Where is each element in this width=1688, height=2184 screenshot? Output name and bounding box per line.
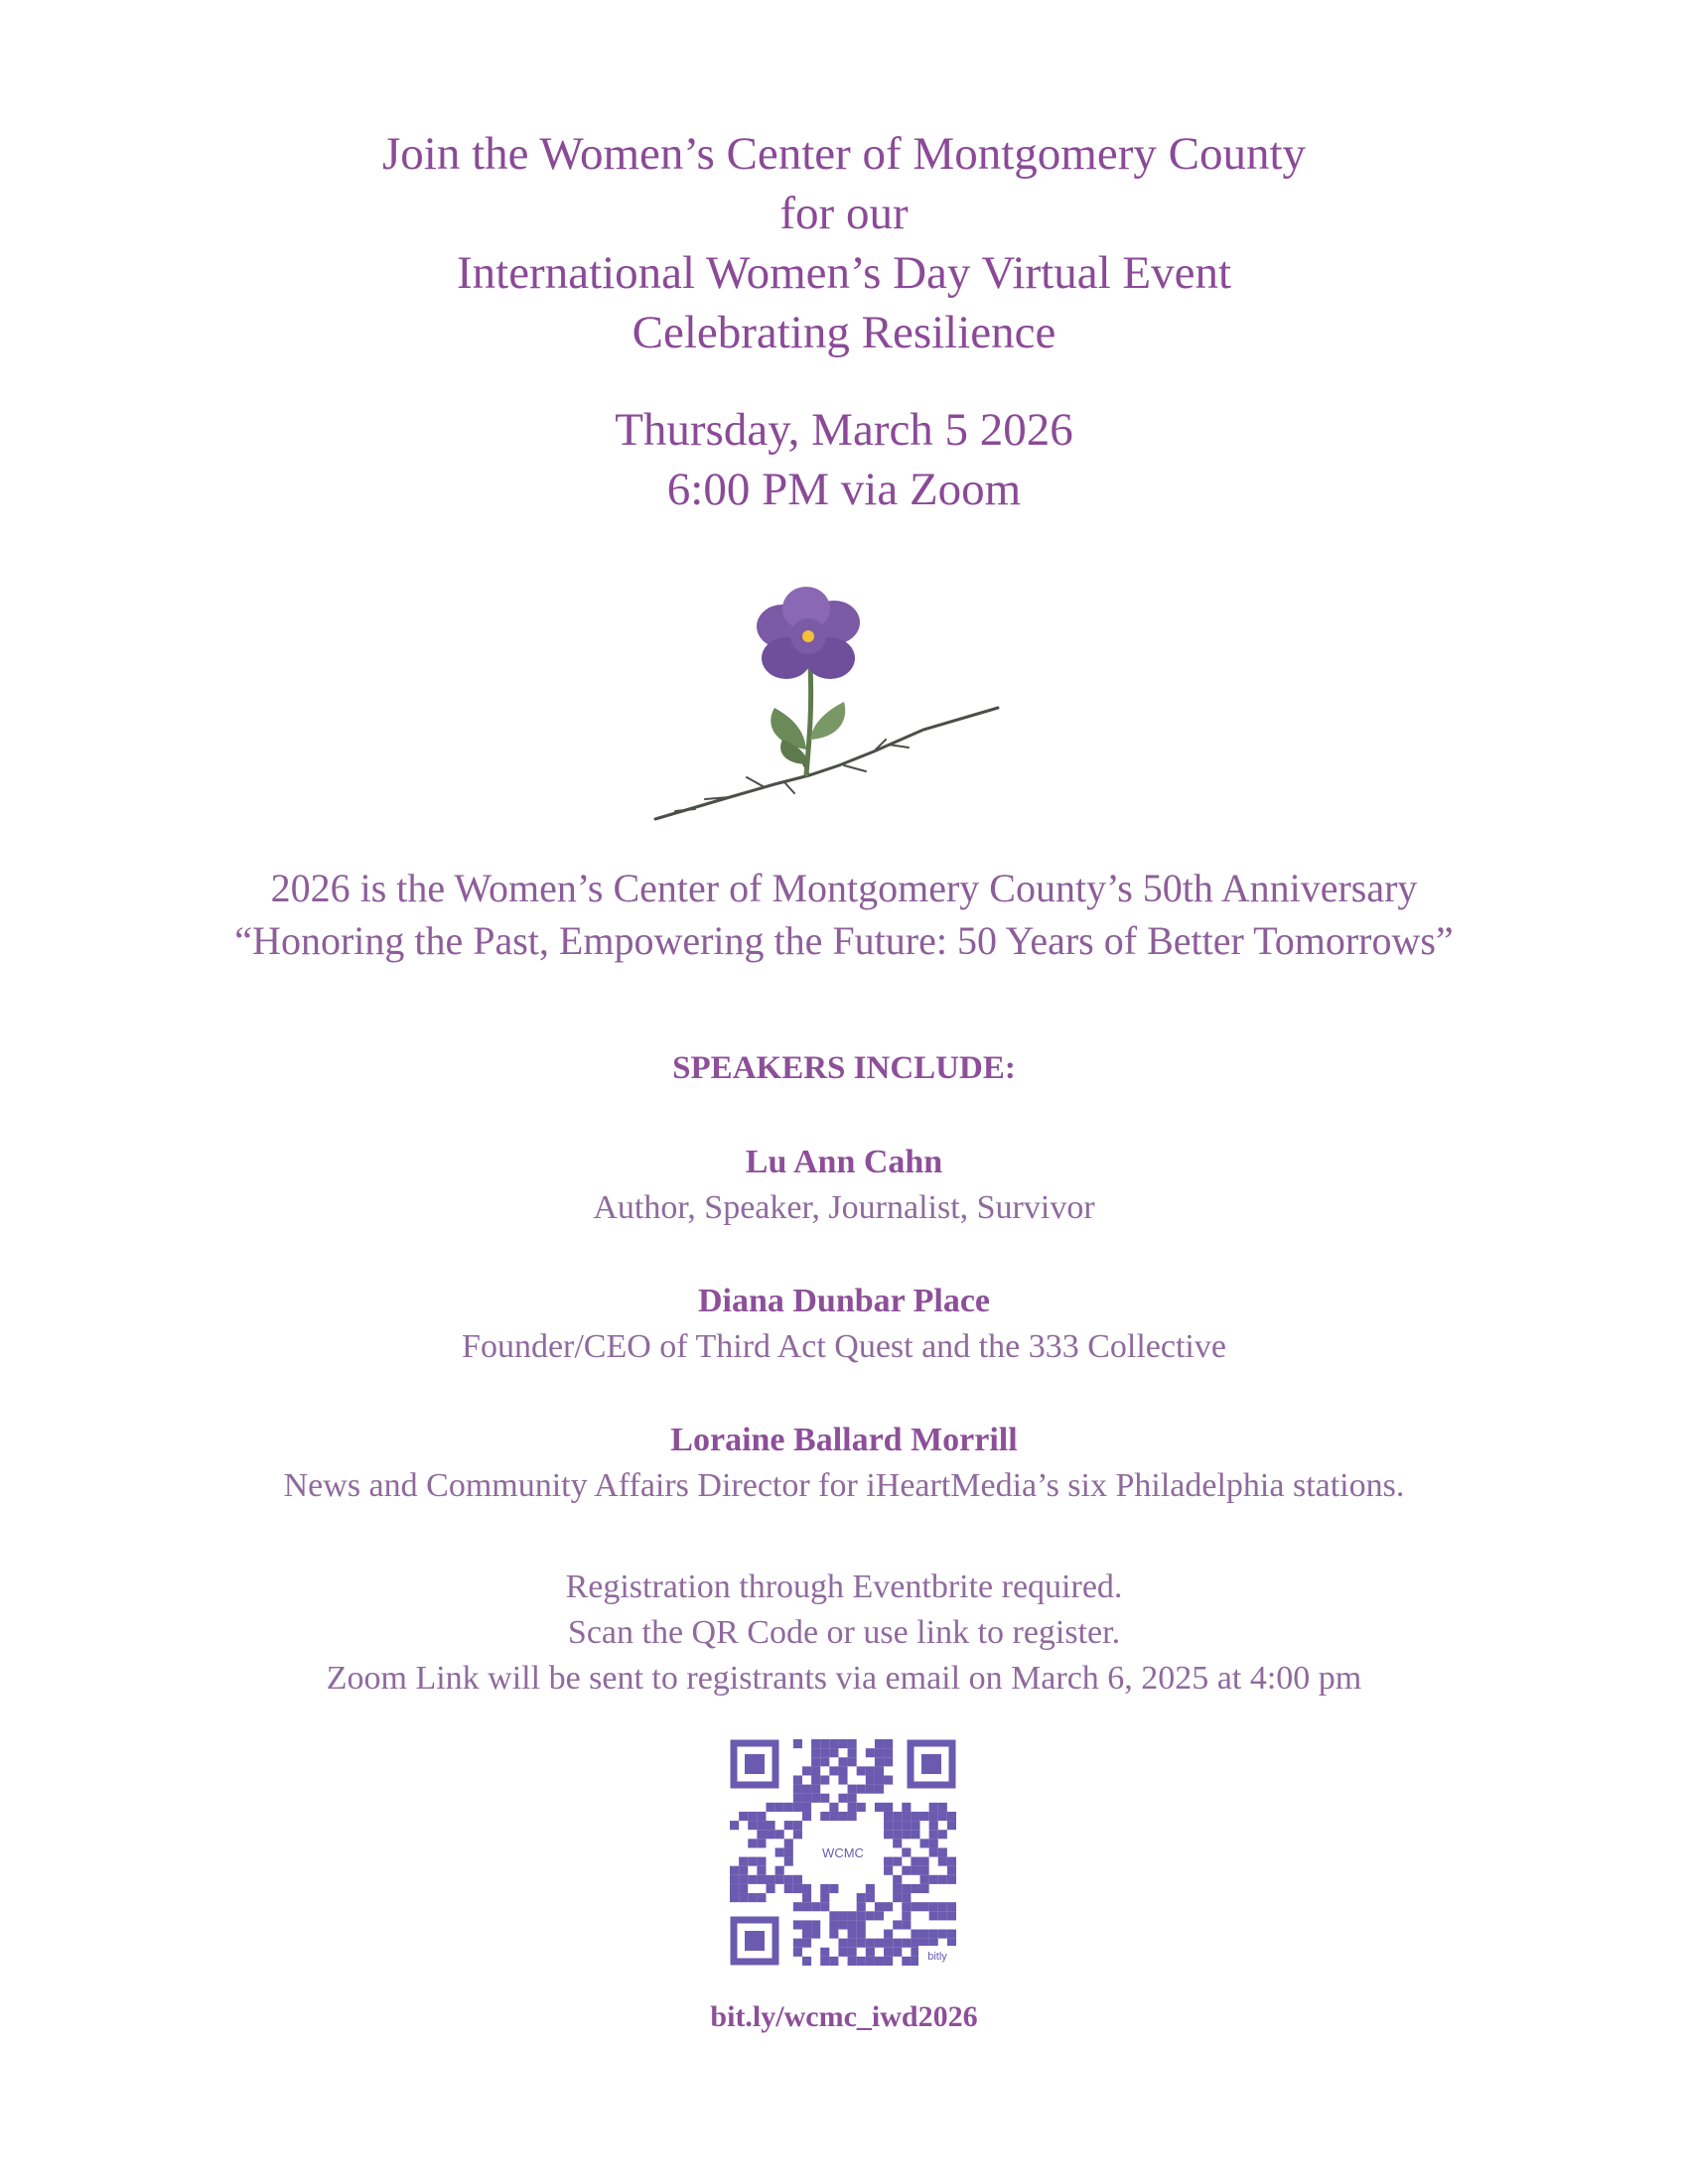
- qr-module: [766, 1821, 774, 1830]
- qr-module: [820, 1757, 829, 1766]
- qr-module: [784, 1857, 793, 1866]
- qr-module: [820, 1739, 829, 1748]
- qr-module: [920, 1839, 929, 1847]
- qr-module: [802, 1803, 811, 1812]
- qr-module: [893, 1939, 902, 1948]
- qr-module: [911, 1866, 919, 1875]
- qr-module: [911, 1902, 919, 1911]
- title-line-1: Join the Women’s Center of Montgomery County: [381, 128, 1307, 180]
- qr-module: [875, 1911, 884, 1920]
- qr-module: [802, 1920, 811, 1929]
- speakers-section: [0, 1050, 1688, 1087]
- qr-module: [802, 1902, 811, 1911]
- qr-module: [848, 1911, 857, 1920]
- anniversary-line-2: “Honoring the Past, Empowering the Future: 50 Years of Better Tomorrows”: [234, 918, 1454, 963]
- qr-module: [866, 1893, 875, 1902]
- qr-module: [802, 1794, 811, 1803]
- qr-module: [866, 1939, 875, 1948]
- qr-module: [848, 1930, 857, 1939]
- qr-module: [911, 1821, 919, 1830]
- qr-module: [884, 1957, 893, 1966]
- qr-module: [920, 1866, 929, 1875]
- qr-module: [730, 1821, 739, 1830]
- qr-module: [775, 1875, 784, 1884]
- qr-module: [893, 1884, 902, 1893]
- qr-module: [848, 1748, 857, 1757]
- qr-module: [857, 1785, 866, 1794]
- qr-module: [838, 1775, 847, 1784]
- qr-module: [793, 1785, 802, 1794]
- qr-module: [793, 1739, 802, 1748]
- qr-module: [766, 1884, 774, 1893]
- qr-module: [748, 1857, 757, 1866]
- qr-module: [875, 1739, 884, 1748]
- qr-module: [748, 1893, 757, 1902]
- qr-module: [929, 1803, 938, 1812]
- qr-module: [829, 1930, 838, 1939]
- qr-module: [947, 1902, 956, 1911]
- qr-module: [739, 1893, 748, 1902]
- qr-module: [884, 1812, 893, 1821]
- qr-module: [793, 1794, 802, 1803]
- qr-module: [911, 1857, 919, 1866]
- qr-module: [929, 1839, 938, 1847]
- qr-module: [884, 1739, 893, 1748]
- qr-module: [829, 1957, 838, 1966]
- qr-module: [784, 1847, 793, 1856]
- qr-module: [730, 1875, 739, 1884]
- flower-center: [802, 630, 814, 642]
- qr-module: [884, 1857, 893, 1866]
- qr-module: [938, 1875, 947, 1884]
- event-title: [0, 124, 1688, 362]
- qr-module: [730, 1884, 739, 1893]
- qr-module: [884, 1866, 893, 1875]
- qr-module: [802, 1939, 811, 1948]
- title-line-2: for our: [779, 188, 909, 239]
- qr-module: [857, 1957, 866, 1966]
- qr-module: [920, 1884, 929, 1893]
- qr-module: [920, 1930, 929, 1939]
- qr-module: [893, 1830, 902, 1839]
- qr-module: [893, 1920, 902, 1929]
- qr-module: [902, 1939, 911, 1948]
- qr-module: [848, 1794, 857, 1803]
- qr-module: [848, 1920, 857, 1929]
- qr-module: [938, 1830, 947, 1839]
- qr-module: [911, 1884, 919, 1893]
- speaker-role: Author, Speaker, Journalist, Survivor: [593, 1189, 1095, 1226]
- violet-flower-in-crack-icon: [635, 581, 1013, 839]
- qr-module: [929, 1847, 938, 1856]
- speaker-name: Lu Ann Cahn: [745, 1144, 943, 1180]
- qr-module: [893, 1893, 902, 1902]
- qr-module: [739, 1884, 748, 1893]
- qr-module: [829, 1739, 838, 1748]
- qr-module: [802, 1785, 811, 1794]
- qr-module: [902, 1911, 911, 1920]
- qr-module: [929, 1830, 938, 1839]
- qr-module: [793, 1875, 802, 1884]
- qr-module: [938, 1902, 947, 1911]
- qr-module: [829, 1748, 838, 1757]
- qr-module: [748, 1821, 757, 1830]
- qr-module: [857, 1911, 866, 1920]
- registration-info: [0, 1565, 1688, 1702]
- qr-module: [793, 1821, 802, 1830]
- qr-module: [829, 1920, 838, 1929]
- qr-module: [902, 1866, 911, 1875]
- qr-module: [784, 1884, 793, 1893]
- qr-module: [902, 1957, 911, 1966]
- qr-module: [875, 1939, 884, 1948]
- qr-module: [884, 1930, 893, 1939]
- register-link-block: [0, 2000, 1688, 2034]
- qr-module: [929, 1812, 938, 1821]
- qr-module: [766, 1830, 774, 1839]
- qr-module: [875, 1748, 884, 1757]
- speaker-role: Founder/CEO of Third Act Quest and the 333 Collective: [462, 1328, 1226, 1365]
- qr-module: [857, 1930, 866, 1939]
- qr-module: [875, 1902, 884, 1911]
- qr-module: [866, 1775, 875, 1784]
- qr-module: [730, 1893, 739, 1902]
- qr-module: [866, 1948, 875, 1957]
- speaker-role: News and Community Affairs Director for iHeartMedia’s six Philadelphia stations.: [283, 1467, 1405, 1504]
- qr-module: [820, 1902, 829, 1911]
- qr-module: [802, 1957, 811, 1966]
- qr-module: [811, 1775, 820, 1784]
- qr-module: [893, 1948, 902, 1957]
- event-datetime: [0, 400, 1688, 519]
- qr-module: [820, 1893, 829, 1902]
- qr-module: [857, 1920, 866, 1929]
- qr-module: [875, 1957, 884, 1966]
- qr-module: [911, 1830, 919, 1839]
- qr-module: [875, 1785, 884, 1794]
- qr-module: [802, 1766, 811, 1775]
- qr-module: [793, 1920, 802, 1929]
- title-line-3: International Women’s Day Virtual Event: [456, 247, 1232, 299]
- qr-code[interactable]: [730, 1739, 956, 1966]
- speaker-item: [0, 1418, 1688, 1509]
- qr-module: [838, 1812, 847, 1821]
- qr-module: [811, 1739, 820, 1748]
- qr-module: [838, 1794, 847, 1803]
- qr-module: [820, 1884, 829, 1893]
- qr-module: [766, 1875, 774, 1884]
- qr-module: [902, 1920, 911, 1929]
- qr-module: [757, 1893, 766, 1902]
- qr-module: [947, 1911, 956, 1920]
- qr-module: [748, 1812, 757, 1821]
- qr-module: [820, 1957, 829, 1966]
- qr-module: [920, 1902, 929, 1911]
- qr-module: [829, 1766, 838, 1775]
- qr-module: [929, 1911, 938, 1920]
- qr-module: [838, 1757, 847, 1766]
- qr-module: [929, 1875, 938, 1884]
- qr-module: [802, 1893, 811, 1902]
- qr-module: [884, 1948, 893, 1957]
- qr-module: [793, 1884, 802, 1893]
- qr-module: [848, 1948, 857, 1957]
- qr-module: [811, 1748, 820, 1757]
- qr-module: [893, 1857, 902, 1866]
- qr-module: [757, 1866, 766, 1875]
- qr-module: [775, 1866, 784, 1875]
- qr-module: [775, 1830, 784, 1839]
- anniversary-text: [0, 862, 1688, 967]
- qr-module: [938, 1857, 947, 1866]
- event-date: Thursday, March 5 2026: [615, 404, 1073, 456]
- qr-module: [757, 1812, 766, 1821]
- qr-module: [784, 1821, 793, 1830]
- qr-module: [920, 1857, 929, 1866]
- qr-module: [848, 1785, 857, 1794]
- qr-module: [811, 1766, 820, 1775]
- registration-line-2: Scan the QR Code or use link to register.: [567, 1614, 1121, 1651]
- qr-module: [757, 1875, 766, 1884]
- qr-module: [902, 1830, 911, 1839]
- qr-module: [857, 1893, 866, 1902]
- qr-module: [902, 1847, 911, 1856]
- qr-module: [784, 1875, 793, 1884]
- qr-module: [838, 1948, 847, 1957]
- qr-module: [938, 1803, 947, 1812]
- qr-module: [848, 1939, 857, 1948]
- qr-module: [938, 1930, 947, 1939]
- qr-module: [748, 1875, 757, 1884]
- qr-module: [938, 1812, 947, 1821]
- qr-module: [739, 1875, 748, 1884]
- qr-module: [739, 1857, 748, 1866]
- qr-module: [947, 1857, 956, 1866]
- qr-module: [893, 1821, 902, 1830]
- qr-module: [793, 1939, 802, 1948]
- qr-module: [829, 1884, 838, 1893]
- qr-corner-label: bitly: [927, 1951, 947, 1963]
- qr-module: [811, 1785, 820, 1794]
- qr-module: [829, 1812, 838, 1821]
- qr-module: [838, 1920, 847, 1929]
- qr-module: [920, 1812, 929, 1821]
- qr-module: [820, 1812, 829, 1821]
- qr-module: [929, 1902, 938, 1911]
- qr-module: [929, 1821, 938, 1830]
- qr-module: [838, 1911, 847, 1920]
- qr-module: [811, 1920, 820, 1929]
- qr-module: [866, 1785, 875, 1794]
- qr-module: [793, 1902, 802, 1911]
- qr-module: [848, 1957, 857, 1966]
- qr-module: [893, 1839, 902, 1847]
- qr-module: [884, 1939, 893, 1948]
- qr-module: [793, 1775, 802, 1784]
- qr-center-label: WCMC: [822, 1845, 864, 1860]
- qr-module: [884, 1748, 893, 1757]
- qr-module: [820, 1948, 829, 1957]
- qr-module: [902, 1902, 911, 1911]
- qr-module: [857, 1803, 866, 1812]
- qr-module: [775, 1847, 784, 1856]
- qr-module: [884, 1821, 893, 1830]
- qr-module: [848, 1803, 857, 1812]
- qr-module: [902, 1821, 911, 1830]
- qr-module: [757, 1839, 766, 1847]
- qr-module: [820, 1748, 829, 1757]
- qr-module: [793, 1803, 802, 1812]
- qr-module: [793, 1830, 802, 1839]
- qr-module: [739, 1812, 748, 1821]
- qr-module: [757, 1857, 766, 1866]
- qr-module: [866, 1748, 875, 1757]
- qr-module: [829, 1911, 838, 1920]
- registration-line-3: Zoom Link will be sent to registrants via email on March 6, 2025 at 4:00 pm: [326, 1660, 1362, 1697]
- qr-module: [838, 1939, 847, 1948]
- qr-module: [902, 1893, 911, 1902]
- qr-module: [775, 1803, 784, 1812]
- qr-module: [875, 1766, 884, 1775]
- qr-module: [811, 1930, 820, 1939]
- qr-module: [829, 1803, 838, 1812]
- qr-module: [820, 1794, 829, 1803]
- qr-module: [866, 1766, 875, 1775]
- qr-module: [866, 1884, 875, 1893]
- qr-module: [811, 1757, 820, 1766]
- qr-module: [757, 1830, 766, 1839]
- qr-module: [884, 1775, 893, 1784]
- speaker-item: [0, 1140, 1688, 1231]
- qr-module: [902, 1812, 911, 1821]
- speakers-heading: SPEAKERS INCLUDE:: [672, 1050, 1016, 1086]
- register-link[interactable]: bit.ly/wcmc_iwd2026: [710, 2000, 978, 2033]
- qr-module: [730, 1866, 739, 1875]
- qr-module: [893, 1875, 902, 1884]
- qr-module: [884, 1830, 893, 1839]
- event-time: 6:00 PM via Zoom: [666, 464, 1022, 515]
- qr-module: [857, 1902, 866, 1911]
- qr-module: [838, 1739, 847, 1748]
- registration-line-1: Registration through Eventbrite required.: [565, 1569, 1123, 1605]
- qr-module: [875, 1757, 884, 1766]
- qr-module: [857, 1766, 866, 1775]
- speaker-name: Diana Dunbar Place: [697, 1283, 991, 1319]
- qr-module: [857, 1939, 866, 1948]
- qr-module: [929, 1930, 938, 1939]
- qr-module: [902, 1803, 911, 1812]
- qr-module: [866, 1911, 875, 1920]
- qr-module: [848, 1812, 857, 1821]
- qr-module: [893, 1812, 902, 1821]
- qr-module: [938, 1911, 947, 1920]
- qr-module: [748, 1839, 757, 1847]
- qr-module: [838, 1766, 847, 1775]
- qr-module: [739, 1866, 748, 1875]
- qr-module: [820, 1775, 829, 1784]
- qr-module: [884, 1803, 893, 1812]
- qr-module: [875, 1803, 884, 1812]
- qr-module: [947, 1875, 956, 1884]
- qr-module: [947, 1821, 956, 1830]
- qr-module: [875, 1775, 884, 1784]
- qr-module: [884, 1902, 893, 1911]
- qr-module: [811, 1902, 820, 1911]
- qr-module: [802, 1812, 811, 1821]
- qr-module: [902, 1884, 911, 1893]
- title-line-4: Celebrating Resilience: [632, 307, 1056, 358]
- qr-module: [938, 1847, 947, 1856]
- qr-module: [802, 1930, 811, 1939]
- qr-module: [793, 1948, 802, 1957]
- qr-module: [911, 1812, 919, 1821]
- qr-module: [811, 1794, 820, 1803]
- qr-module: [947, 1812, 956, 1821]
- qr-module: [947, 1930, 956, 1939]
- qr-module: [920, 1875, 929, 1884]
- qr-module: [766, 1803, 774, 1812]
- speaker-item: [0, 1279, 1688, 1370]
- qr-module: [911, 1930, 919, 1939]
- qr-module: [848, 1739, 857, 1748]
- anniversary-line-1: 2026 is the Women’s Center of Montgomery County’s 50th Anniversary: [270, 866, 1418, 910]
- qr-module: [784, 1839, 793, 1847]
- qr-module: [848, 1757, 857, 1766]
- qr-module: [784, 1803, 793, 1812]
- qr-module: [757, 1821, 766, 1830]
- speaker-name: Loraine Ballard Morrill: [670, 1422, 1018, 1458]
- qr-module: [884, 1757, 893, 1766]
- qr-module: [866, 1957, 875, 1966]
- qr-module: [947, 1866, 956, 1875]
- qr-module: [802, 1884, 811, 1893]
